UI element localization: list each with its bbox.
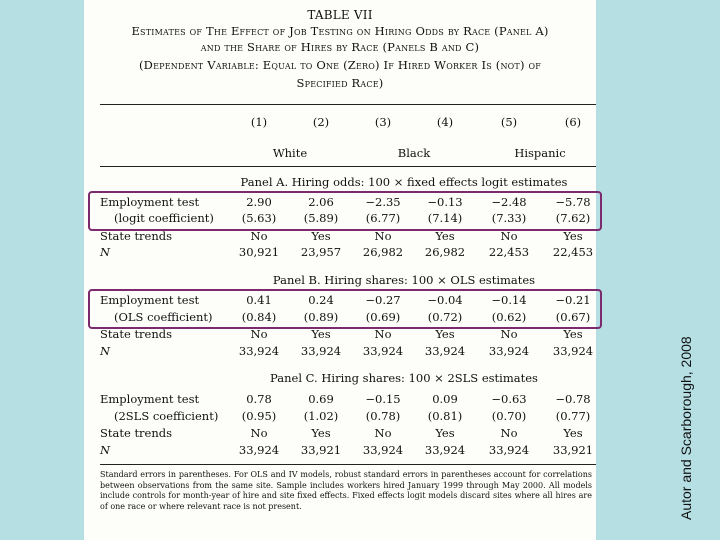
cell: (7.14) [427,211,463,225]
row-label: Employment test [100,195,200,209]
cell: 33,921 [300,443,342,457]
cell: −0.27 [365,293,401,307]
cell: 33,921 [552,443,594,457]
col-number: (3) [374,115,392,129]
caption-line-3: (Dependent Variable: Equal to One (Zero) If Hired Worker Is (not) of [138,58,541,72]
row-label: Employment test [100,293,200,307]
cell: 0.78 [246,392,272,406]
bottom-rule [100,464,596,465]
cell: No [374,426,392,440]
column-number-row [84,114,596,130]
cell: 22,453 [552,245,594,259]
cell: No [500,327,518,341]
cell: 33,924 [238,443,280,457]
cell: (0.81) [427,409,463,423]
group-header-black: Black [397,146,431,160]
col-number: (5) [500,115,518,129]
cell: (0.84) [241,310,277,324]
highlight-box-panel-a [88,191,602,231]
table-row [84,442,596,458]
cell: (0.67) [555,310,591,324]
cell: 22,453 [488,245,530,259]
group-header-hispanic: Hispanic [514,146,566,160]
table-page [84,0,596,540]
cell: No [500,229,518,243]
panel-b-title: Panel B. Hiring shares: 100 × OLS estimates [272,273,536,287]
cell: (7.62) [555,211,591,225]
cell: 30,921 [238,245,280,259]
cell: (6.77) [365,211,401,225]
col-number: (6) [564,115,582,129]
cell: Yes [435,327,455,341]
caption-line-2: and the Share of Hires by Race (Panels B and C) [200,40,480,54]
table-row [84,425,596,441]
cell: 2.06 [308,195,334,209]
cell: 23,957 [300,245,342,259]
cell: No [374,229,392,243]
cell: (0.95) [241,409,277,423]
cell: 33,924 [488,344,530,358]
cell: 0.09 [432,392,458,406]
cell: 33,924 [424,443,466,457]
cell: −5.78 [555,195,591,209]
cell: 33,924 [238,344,280,358]
cell: (5.89) [303,211,339,225]
cell: 33,924 [488,443,530,457]
cell: (0.62) [491,310,527,324]
cell: 33,924 [362,344,404,358]
cell: Yes [435,229,455,243]
col-number: (2) [312,115,330,129]
cell: (7.33) [491,211,527,225]
cell: Yes [435,426,455,440]
cell: (0.77) [555,409,591,423]
cell: 26,982 [424,245,466,259]
table-row [84,391,596,407]
cell: (0.78) [365,409,401,423]
row-label: N [100,344,111,358]
cell: Yes [563,426,583,440]
cell: −0.13 [427,195,463,209]
cell: 26,982 [362,245,404,259]
row-label: State trends [100,426,173,440]
cell: 33,924 [552,344,594,358]
table-notes: Standard errors in parentheses. For OLS and IV models, robust standard errors in parentheses account for correlations between observations from the same site. Sample includes workers hired January 1999 through May 2000. All models include controls for month-year of hire and site fixed effects. Fixed effects logit models discard sites where all hires are of one race or where relevant race is not present. [100,470,592,511]
cell: −0.04 [427,293,463,307]
cell: Yes [311,426,331,440]
row-label: N [100,245,111,259]
cell: −0.14 [491,293,527,307]
cell: −2.35 [365,195,401,209]
caption-line-4: Specified Race) [296,76,384,90]
cell: 0.41 [246,293,272,307]
col-number: (4) [436,115,454,129]
cell: (0.72) [427,310,463,324]
panel-a-title: Panel A. Hiring odds: 100 × fixed effects logit estimates [240,175,568,189]
cell: No [250,229,268,243]
cell: 0.69 [308,392,334,406]
cell: −2.48 [491,195,527,209]
cell: Yes [563,229,583,243]
header-rule [100,166,596,167]
cell: −0.15 [365,392,401,406]
cell: (5.63) [241,211,277,225]
highlight-box-panel-b [88,289,602,329]
cell: Yes [311,327,331,341]
group-header-white: White [272,146,308,160]
cell: 33,924 [300,344,342,358]
cell: 33,924 [424,344,466,358]
row-label: State trends [100,229,173,243]
row-label: N [100,443,111,457]
caption-line-1: Estimates of The Effect of Job Testing on Hiring Odds by Race (Panel A) [131,24,549,38]
row-label: (OLS coefficient) [114,310,213,324]
cell: 0.24 [308,293,334,307]
cell: No [374,327,392,341]
cell: −0.21 [555,293,591,307]
table-row [84,343,596,359]
top-rule [100,104,596,105]
cell: (1.02) [303,409,339,423]
cell: (0.69) [365,310,401,324]
cell: Yes [563,327,583,341]
source-credit: Autor and Scarborough, 2008 [678,336,694,520]
cell: 2.90 [246,195,272,209]
cell: Yes [311,229,331,243]
cell: −0.63 [491,392,527,406]
cell: No [250,426,268,440]
cell: No [250,327,268,341]
table-row [84,408,596,424]
table-row [84,244,596,260]
cell: (0.89) [303,310,339,324]
col-number: (1) [250,115,268,129]
row-label: (logit coefficient) [114,211,214,225]
cell: (0.70) [491,409,527,423]
row-label: Employment test [100,392,200,406]
cell: −0.78 [555,392,591,406]
table-number: TABLE VII [307,8,373,22]
row-label: (2SLS coefficient) [114,409,219,423]
cell: No [500,426,518,440]
row-label: State trends [100,327,173,341]
panel-c-title: Panel C. Hiring shares: 100 × 2SLS estimates [270,371,538,385]
cell: 33,924 [362,443,404,457]
